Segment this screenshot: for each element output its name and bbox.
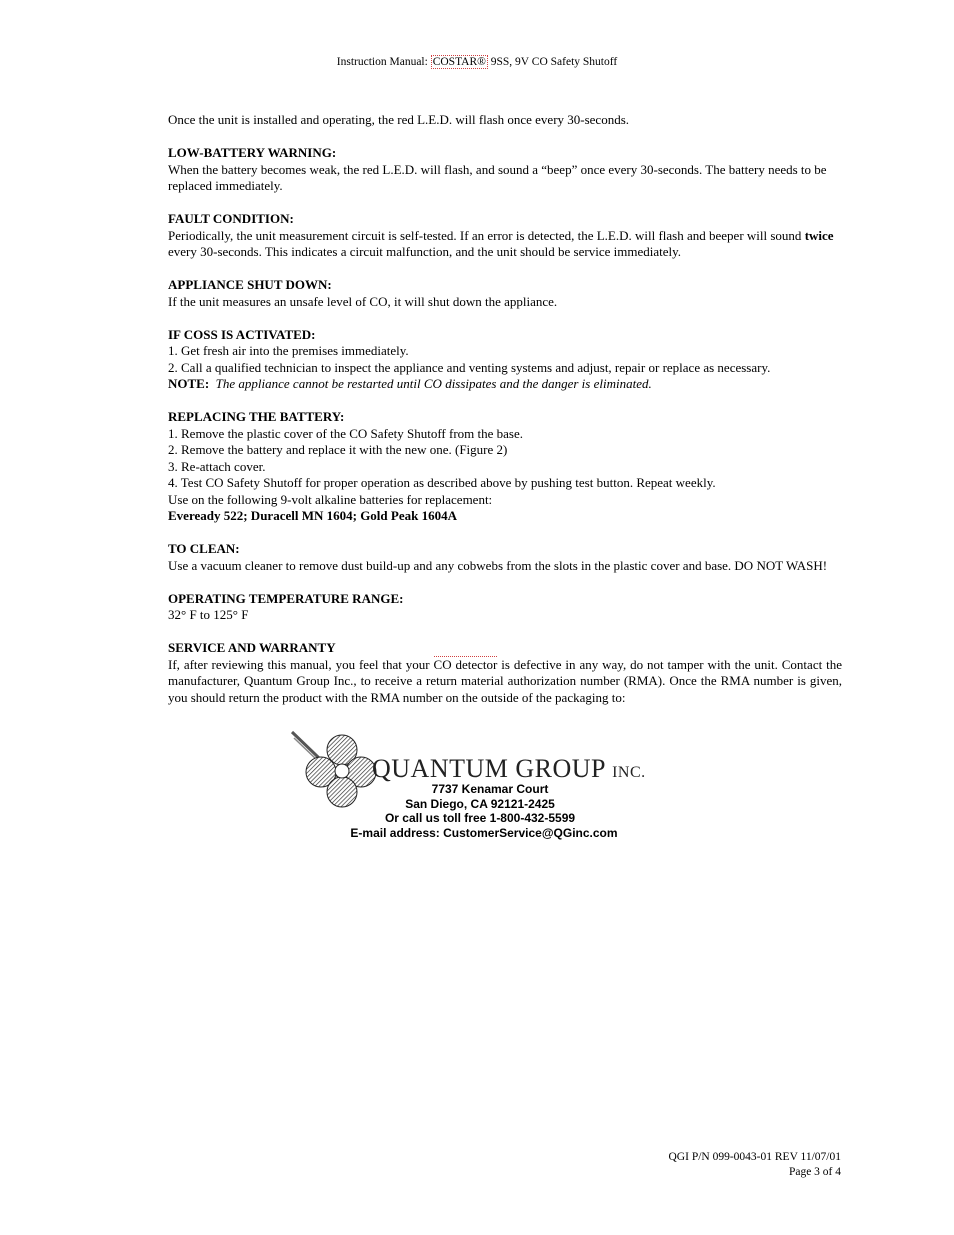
temperature-text: 32° F to 125° F [168,607,249,622]
page-footer [669,1150,842,1180]
service-text-detector: CO detector [433,656,498,672]
service-text-part1: If, after reviewing this manual, you feel that your [168,656,434,672]
activated-heading: IF COSS IS ACTIVATED: [168,326,316,342]
low-battery-section [168,145,842,195]
battery-use-line: Use on the following 9-volt alkaline batteries for replacement: [168,491,493,507]
shutdown-section [168,277,842,310]
fault-text-part1: Periodically, the unit measurement circuit is self-tested. If an error is detected, the L.E.D. will flash and beeper will sound [168,227,805,243]
clean-section [168,541,842,574]
service-text-part2: is defective in any way, do not tamper with the unit. Contact the manufacturer, Quantum Group Inc., to receive a return material authorization number (RMA). Once the RMA number is given, you should return the product with the RMA number on the outside of the packaging to: [168,656,842,705]
activated-note [168,376,842,393]
battery-brands: Eveready 522; Duracell MN 1604; Gold Peak 1604A [168,508,457,523]
fault-text [168,228,842,261]
company-inc: INC. [612,764,646,781]
address-city: San Diego, CA 92121-2425 [405,796,555,811]
shutdown-text: If the unit measures an unsafe level of CO, it will shut down the appliance. [168,293,558,309]
fault-section [168,211,842,261]
service-heading: SERVICE AND WARRANTY [168,640,336,655]
footer-part-number: QGI P/N 099-0043-01 REV 11/07/01 [668,1151,841,1163]
battery-heading: REPLACING THE BATTERY: [168,409,345,424]
service-section [168,640,842,706]
address-street: 7737 Kenamar Court [431,782,549,796]
battery-item-3: 3. Re-attach cover. [168,458,266,474]
fault-heading: FAULT CONDITION: [168,211,294,226]
shutdown-heading: APPLIANCE SHUT DOWN: [168,277,332,292]
low-battery-heading: LOW-BATTERY WARNING: [168,145,337,160]
fault-text-bold: twice [804,227,834,243]
fault-text-part2: every 30-seconds. This indicates a circuit malfunction, and the unit should be service immediately. [168,244,681,259]
note-text: The appliance cannot be restarted until CO dissipates and the danger is eliminated. [215,376,652,391]
battery-section [168,409,842,525]
activated-item-1: 1. Get fresh air into the premises immediately. [168,343,409,358]
note-label: NOTE: [168,376,210,391]
activated-item-2: 2. Call a qualified technician to inspect the appliance and venting systems and adjust, repair or replace as necessary. [168,359,771,375]
company-name-text: QUANTUM GROUP [372,754,606,783]
header-brand: COSTAR® [432,56,486,68]
address-phone: Or call us toll free 1-800-432-5599 [384,811,576,825]
header-prefix: Instruction Manual: [336,56,431,68]
page-header [0,56,954,68]
company-name [372,754,646,784]
address-email: E-mail address: CustomerService@QGinc.com [350,825,618,840]
temperature-section [168,591,842,624]
temperature-heading: OPERATING TEMPERATURE RANGE: [168,590,404,606]
company-logo-block [290,730,690,850]
battery-item-1: 1. Remove the plastic cover of the CO Safety Shutoff from the base. [168,425,524,441]
intro-paragraph: Once the unit is installed and operating, the red L.E.D. will flash once every 30-seconds. [168,112,630,127]
document-body [168,112,842,723]
footer-page-number: Page 3 of 4 [788,1166,841,1178]
clean-text: Use a vacuum cleaner to remove dust build-up and any cobwebs from the slots in the plastic cover and base. DO NOT WASH! [168,557,828,573]
low-battery-text: When the battery becomes weak, the red L.E.D. will flash, and sound a “beep” once every 30-seconds. The battery needs to be replaced immediately. [168,161,827,193]
battery-item-4: 4. Test CO Safety Shutoff for proper operation as described above by pushing test button. Repeat weekly. [168,475,716,490]
battery-item-2: 2. Remove the battery and replace it with the new one. (Figure 2) [168,442,508,457]
header-suffix: 9SS, 9V CO Safety Shutoff [487,56,618,68]
company-address [290,782,666,840]
service-text [168,657,842,707]
clean-heading: TO CLEAN: [168,541,240,556]
activated-section [168,327,842,393]
